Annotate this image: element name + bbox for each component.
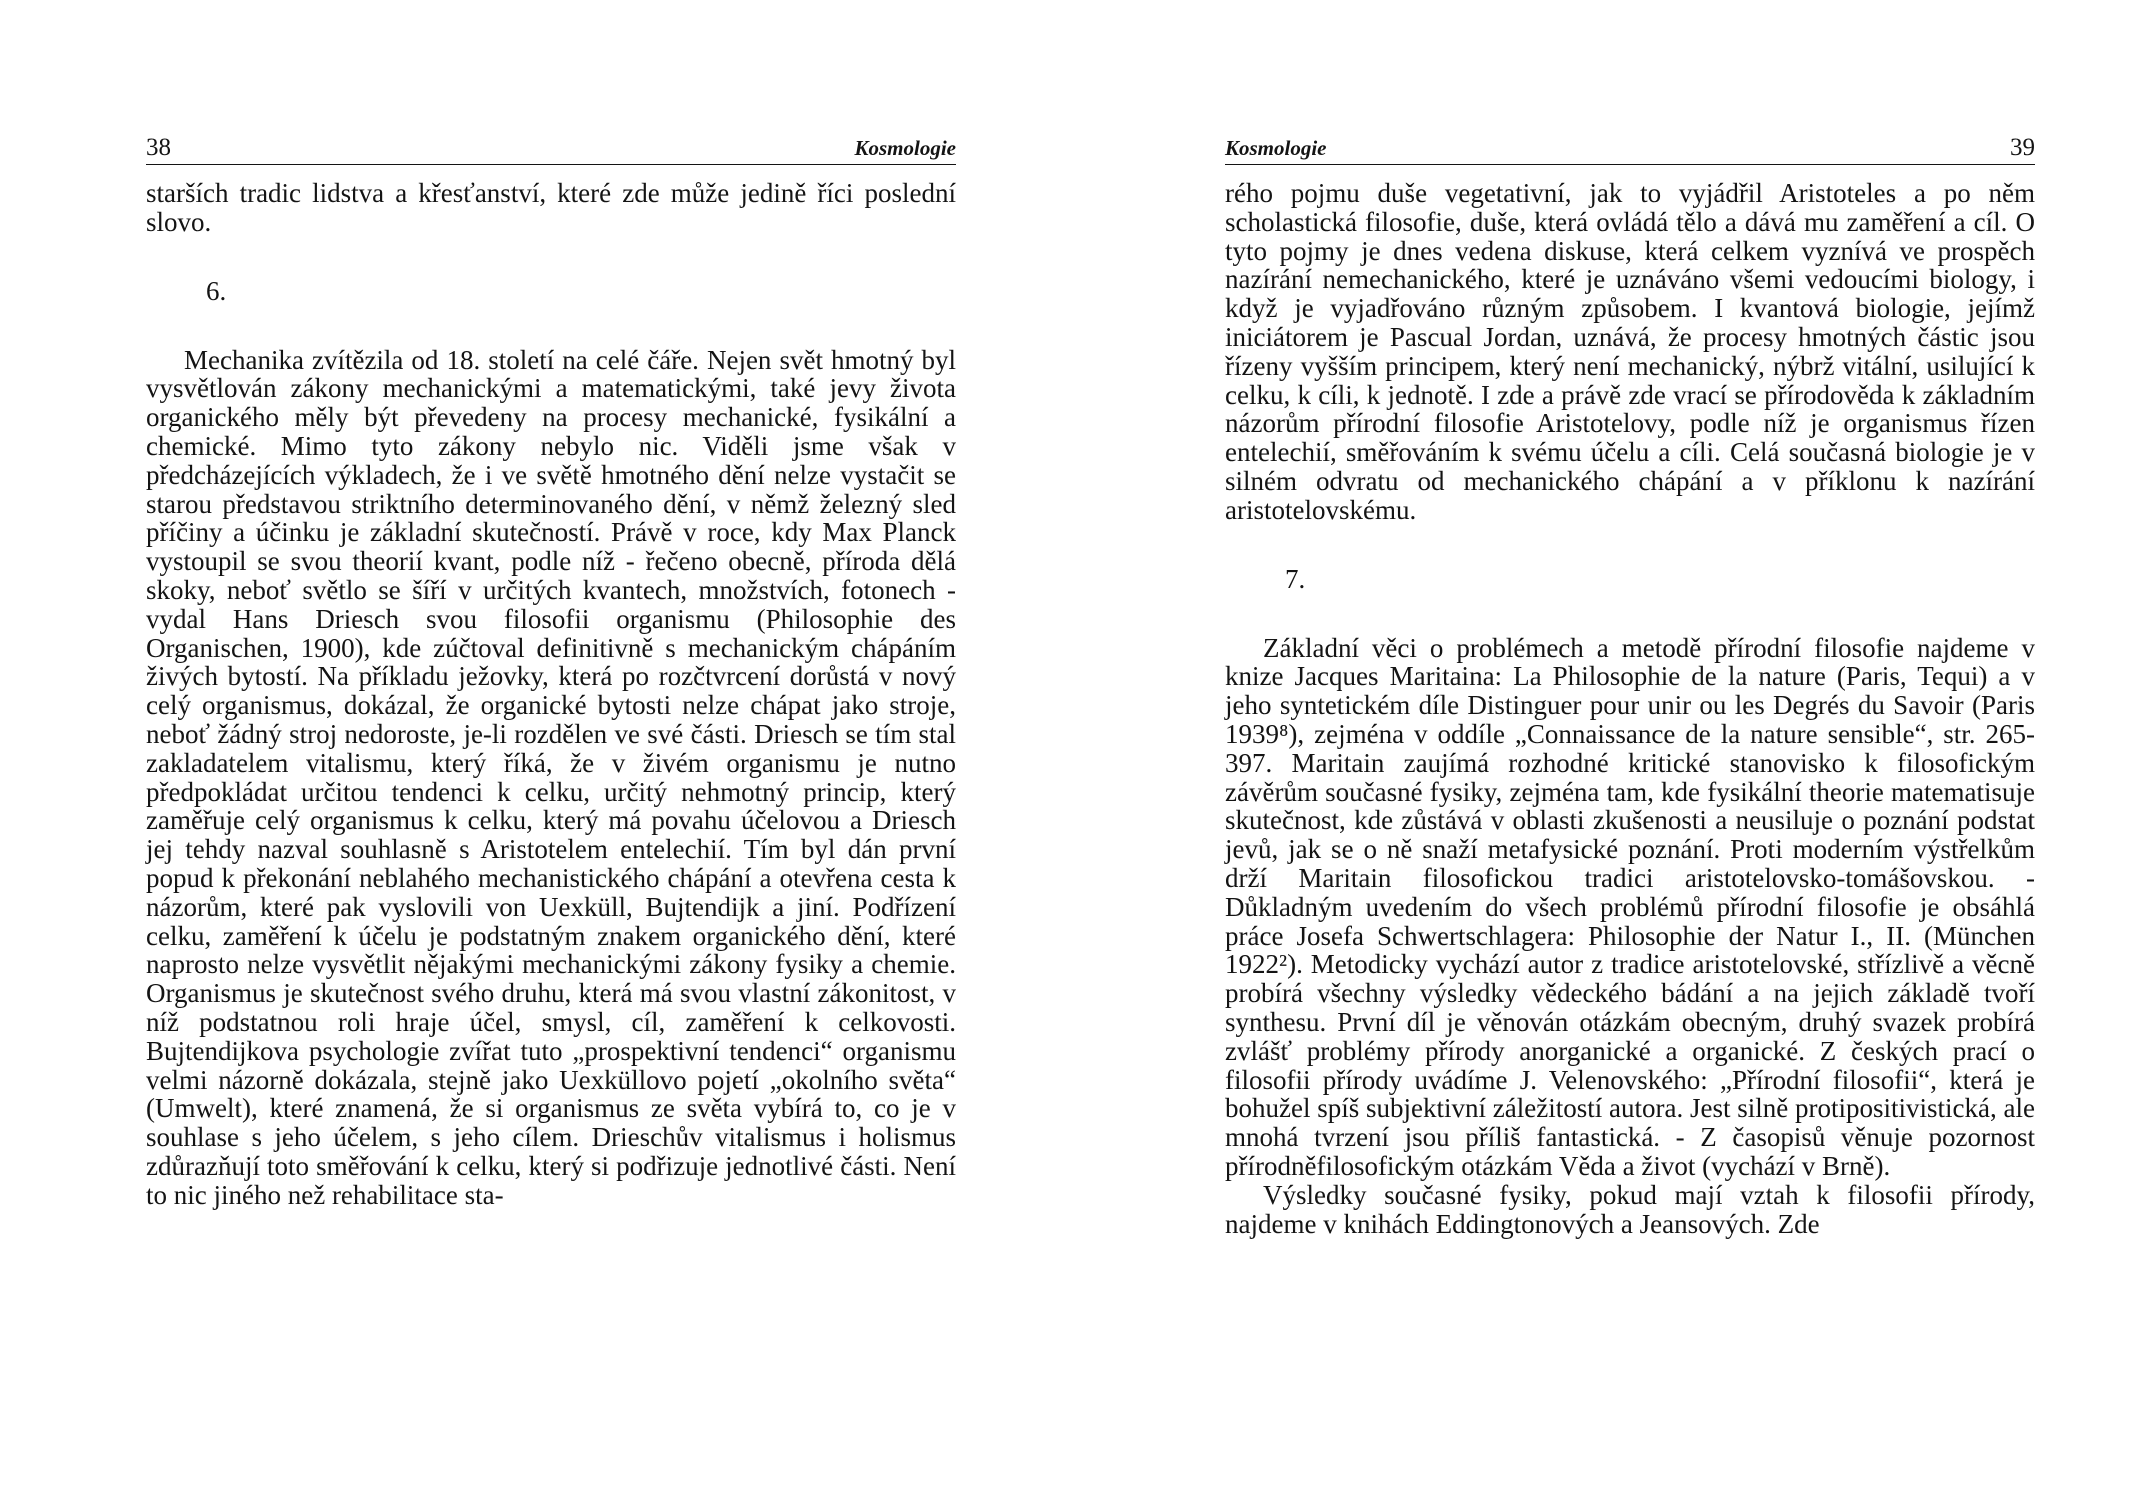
right-page <box>1225 128 2035 1238</box>
body-paragraph: Základní věci o problémech a metodě přírodní filosofie najdeme v knize Jacques Maritaina: La Philosophie de la nature (Paris, Tequi) a v jeho syntetickém díle Distinguer pour unir ou les Degrés du Savoir (Paris 1939⁸), zejména v oddíle „Connaissance de la nature sensible“, str. 265-397. Maritain zaujímá rozhodné kritické stanovisko k filosofickým závěrům současné fysiky, zejména tam, kde fysikální theorie matematisuje skutečnost, kde zůstává v oblasti zkušenosti a neusiluje o poznání podstat jevů, jak se o ně snaží metafysické poznání. Proti moderním výstřelkům drží Maritain filosofickou tradici aristotelovsko-tomášovskou. - Důkladným uvedením do všech problémů přírodní filosofie je obsáhlá práce Josefa Schwertschlagera: Philosophie der Natur I., II. (München 1922²). Metodicky vychází autor z tradice aristotelovské, střízlivě a věcně probírá všechny výsledky vědeckého bádání a na jejich základě tvoří synthesu. První díl je věnován otázkám obecným, druhý svazek probírá zvlášť problémy přírody anorganické a organické. Z českých prací o filosofii přírody uvádíme J. Velenovského: „Přírodní filosofii“, která je bohužel spíš subjektivní záležitostí autora. Jest silně protipositivistická, ale mnohá tvrzení jsou příliš fantastická. - Z časopisů věnuje pozornost přírodněfilosofickým otázkám Věda a život (vychází v Brně). <box>1225 632 2035 1181</box>
running-head <box>146 128 956 165</box>
page-body <box>1225 179 2035 1238</box>
continuation-paragraph: rého pojmu duše vegetativní, jak to vyjádřil Aristoteles a po něm scholastická filosofie, duše, která ovládá tělo a dává mu zaměření a cíl. O tyto pojmy je dnes vedena diskuse, která celkem vyznívá ve prospěch nazírání nemechanického, které je uznáváno všemi vedoucími biology, i když je vyjadřováno různým způsobem. I kvantová biologie, jejímž iniciátorem je Pascual Jordan, uznává, že procesy hmotných částic jsou řízeny vyšším principem, který není mechanický, nýbrž vitální, usilující k celku, k cíli, k jednotě. I zde a právě zde vrací se přírodověda k základním názorům přírodní filosofie Aristotelovy, podle níž je organismus řízen entelechií, směřováním k svému účelu a cíli. Celá současná biologie je v silném odvratu od mechanického chápání a v příklonu k nazírání aristotelovskému. <box>1225 178 2035 525</box>
page-number: 38 <box>146 134 171 161</box>
continuation-paragraph: starších tradic lidstva a křesťanství, které zde může jedině říci poslední slovo. <box>146 178 956 237</box>
body-paragraph: Mechanika zvítězila od 18. století na celé čáře. Nejen svět hmotný byl vysvětlován zákony mechanickými a matematickými, také jevy života organického měly být převedeny na procesy mechanické, fysikální a chemické. Mimo tyto zákony nebylo nic. Viděli jsme však v předcházejících výkladech, že i ve světě hmotného dění nelze vystačit se starou představou striktního determinovaného dění, v němž železný sled příčiny a účinku je základní skutečností. Právě v roce, kdy Max Planck vystoupil se svou theorií kvant, podle níž - řečeno obecně, příroda dělá skoky, neboť světlo se šíří v určitých kvantech, množstvích, fotonech - vydal Hans Driesch svou filosofii organismu (Philosophie des Organischen, 1900), kde zúčtoval definitivně s mechanickým chápáním živých bytostí. Na příkladu ježovky, která po rozčtvrcení dorůstá v nový celý organismus, dokázal, že organické bytosti nelze chápat jako stroje, neboť žádný stroj nedoroste, je-li rozdělen ve své části. Driesch se tím stal zakladatelem vitalismu, který říká, že v živém organismu je nutno předpokládat určitou tendenci k celku, určitý nehmotný princip, který zaměřuje celý organismus k celku, který má povahu účelovou a Driesch jej tehdy nazval souhlasně s Aristotelem entelechií. Tím byl dán první popud k překonání neblahého mechanistického chápání a otevřena cesta k názorům, které pak vyslovili von Uexküll, Bujtendijk a jiní. Podřízení celku, zaměření k účelu je podstatným znakem organického dění, které naprosto nelze vysvětlit nějakými mechanickými zákony fysiky a chemie. Organismus je skutečnost svého druhu, která má svou vlastní zákonitost, v níž podstatnou roli hraje účel, smysl, cíl, zaměření k celkovosti. Bujtendijkova psychologie zvířat tuto „prospektivní tendenci“ organismu velmi názorně dokázala, stejně jako Uexküllovo pojetí „okolního světa“ (Umwelt), které znamená, že si organismus ze světa vybírá to, co je v souhlase s jeho účelem, s jeho cílem. Drieschův vitalismus i holismus zdůrazňují toto směřování k celku, který si podřizuje jednotlivé části. Není to nic jiného než rehabilitace sta- <box>146 344 956 1210</box>
left-page <box>146 128 956 1210</box>
running-title: Kosmologie <box>1225 136 1327 160</box>
running-title: Kosmologie <box>854 136 956 160</box>
section-number: 7. <box>1285 563 1306 594</box>
page-number: 39 <box>2010 134 2035 161</box>
body-paragraph: Výsledky současné fysiky, pokud mají vztah k filosofii přírody, najdeme v knihách Eddingtonových a Jeansových. Zde <box>1225 1179 2035 1239</box>
section-number: 6. <box>206 275 227 306</box>
page-body <box>146 179 956 1210</box>
running-head <box>1225 128 2035 165</box>
